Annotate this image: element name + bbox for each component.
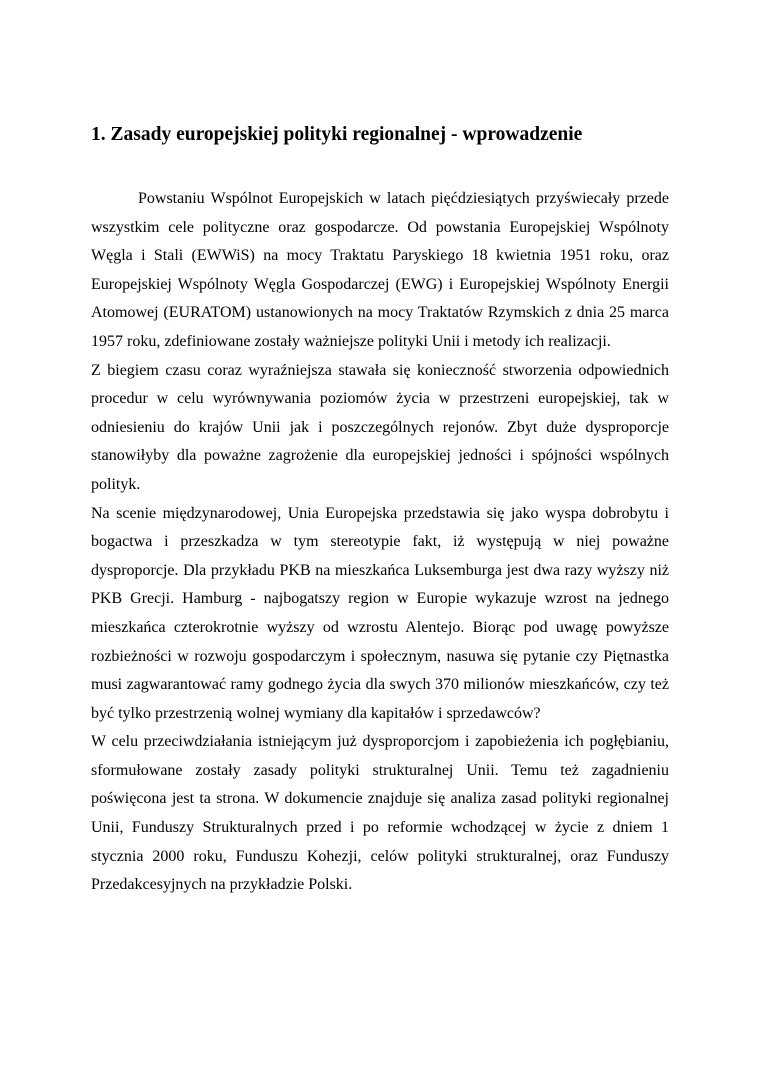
- paragraph-structural-policy: W celu przeciwdziałania istniejącym już dysproporcjom i zapobieżenia ich pogłębianiu, sformułowane zostały zasady polityki strukturalnej Unii. Temu też zagadnieniu poświęcona jest ta strona. W dokumencie znajduje się analiza zasad polityki regionalnej Unii, Funduszy Strukturalnych przed i po reformie wchodzącej w życie z dniem 1 stycznia 2000 roku, Funduszu Kohezji, celów polityki strukturalnej, oraz Funduszy Przedakcesyjnych na przykładzie Polski.: [91, 733, 669, 894]
- section-heading: 1. Zasady europejskiej polityki regionalnej - wprowadzenie: [91, 124, 583, 145]
- document-content: [91, 120, 669, 900]
- paragraph-intro: Powstaniu Wspólnot Europejskich w latach pięćdziesiątych przyświecały przede wszystkim cele polityczne oraz gospodarcze. Od powstania Europejskiej Wspólnoty Węgla i Stali (EWWiS) na mocy Traktatu Paryskiego 18 kwietnia 1951 roku, oraz Europejskiej Wspólnoty Węgla Gospodarczej (EWG) i Europejskiej Wspólnoty Energii Atomowej (EURATOM) ustanowionych na mocy Traktatów Rzymskich z dnia 25 marca 1957 roku, zdefiniowane zostały ważniejsze polityki Unii i metody ich realizacji.: [91, 190, 669, 350]
- paragraph-procedures: Z biegiem czasu coraz wyraźniejsza stawała się konieczność stworzenia odpowiednich procedur w celu wyrównywania poziomów życia w przestrzeni europejskiej, tak w odniesieniu do krajów Unii jak i poszczególnych rejonów. Zbyt duże dysproporcje stanowiłyby dla poważne zagrożenie dla europejskiej jedności i spójności wspólnych polityk.: [91, 361, 669, 493]
- paragraph-disparities: Na scenie międzynarodowej, Unia Europejska przedstawia się jako wyspa dobrobytu i bogactwa i przeszkadza w tym stereotypie fakt, iż występują w niej poważne dysproporcje. Dla przykładu PKB na mieszkańca Luksemburga jest dwa razy wyższy niż PKB Grecji. Hamburg - najbogatszy region w Europie wykazuje wzrost na jednego mieszkańca czterokrotnie wyższy od wzrostu Alentejo. Biorąc pod uwagę powyższe rozbieżności w rozwoju gospodarczym i społecznym, nasuwa się pytanie czy Piętnastka musi zagwarantować ramy godnego życia dla swych 370 milionów mieszkańców, czy też być tylko przestrzenią wolnej wymiany dla kapitałów i sprzedawców?: [91, 504, 669, 722]
- body-text: [91, 185, 669, 900]
